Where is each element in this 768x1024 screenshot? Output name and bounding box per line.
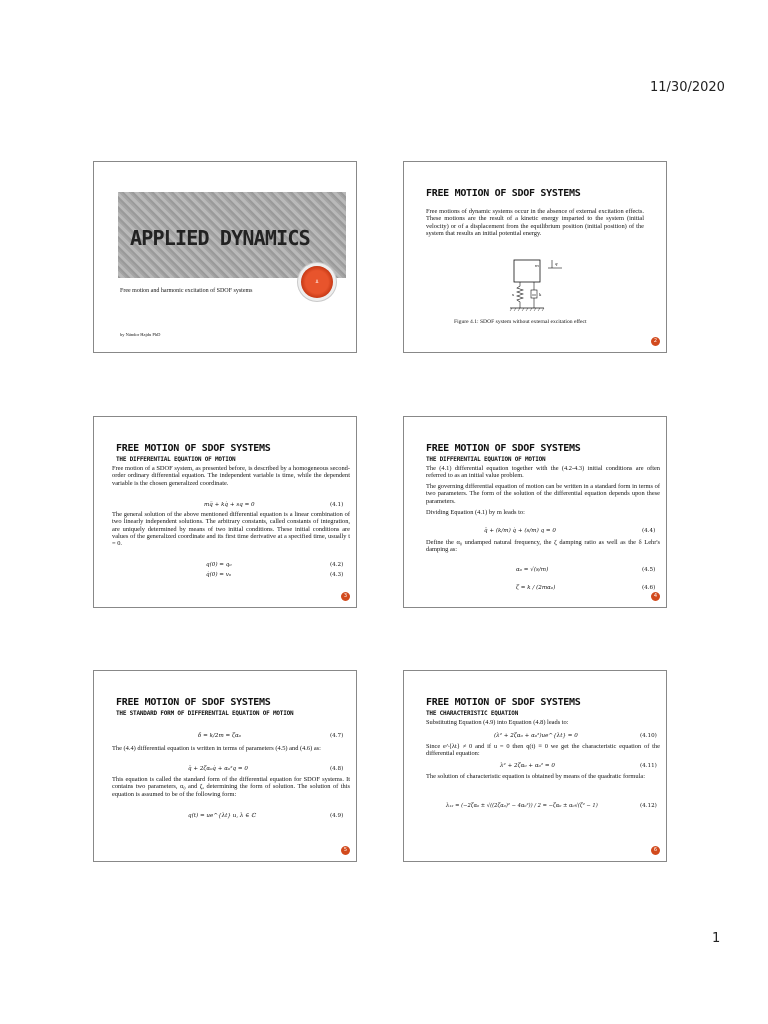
page-number: 1 <box>712 931 721 946</box>
slide-paragraph: Define the α₀ undamped natural frequency, the ζ damping ratio as well as the δ Lehr's damping as: <box>426 539 660 554</box>
equation-number: (4.4) <box>642 528 656 534</box>
equation-4-2: q(0) = q₀ <box>206 562 232 568</box>
slide-6 <box>403 670 667 862</box>
slide-3 <box>93 416 357 608</box>
equation-number: (4.8) <box>330 766 344 772</box>
slide-title-text: APPLIED DYNAMICS <box>130 226 310 250</box>
slide-paragraph: Dividing Equation (4.1) by m leads to: <box>426 509 525 516</box>
sdof-figure <box>504 256 564 316</box>
svg-text:q: q <box>555 261 558 266</box>
slide-heading: FREE MOTION OF SDOF SYSTEMS <box>426 188 581 199</box>
slide-author: by Nándor Hajdu PhD <box>120 332 161 337</box>
slide-heading: FREE MOTION OF SDOF SYSTEMS <box>426 443 581 454</box>
slide-number-badge: 2 <box>651 337 660 346</box>
slide-paragraph: The governing differential equation of motion can be written in a standard form in terms of two parameters. The form of the solution of the differential equation depends upon these parameters. <box>426 483 660 505</box>
equation-4-12: λ₁₂ = (−2ζα₀ ± √((2ζα₀)² − 4α₀²)) / 2 = −ζα₀ ± α₀√(ζ² − 1) <box>446 803 598 809</box>
slide-2 <box>403 161 667 353</box>
slide-heading: FREE MOTION OF SDOF SYSTEMS <box>426 697 581 708</box>
equation-number: (4.3) <box>330 572 344 578</box>
slide-number-badge: 6 <box>651 846 660 855</box>
equation-number: (4.10) <box>640 733 657 739</box>
page-date: 11/30/2020 <box>650 80 725 95</box>
svg-text:k: k <box>539 292 542 297</box>
slide-heading: FREE MOTION OF SDOF SYSTEMS <box>116 697 271 708</box>
equation-number: (4.5) <box>642 567 656 573</box>
equation-number: (4.9) <box>330 813 344 819</box>
equation-number: (4.1) <box>330 502 344 508</box>
equation-number: (4.12) <box>640 803 657 809</box>
slide-subheading: THE CHARACTERISTIC EQUATION <box>426 710 519 717</box>
logo-disc-icon: Δ <box>301 266 333 298</box>
slide-subheading: THE DIFFERENTIAL EQUATION OF MOTION <box>116 456 236 463</box>
slide-paragraph: Since e^{λt} ≠ 0 and if u = 0 then q(t) ≡ 0 we get the characteristic equation of the differential equation: <box>426 743 660 758</box>
slide-paragraph: Free motions of dynamic systems occur in the absence of external excitation effects. These motions are the result of a kinetic energy imparted to the system (initial velocity) or of a displacement from the equilibrium position (initial position) of the system that results an initial potential energy. <box>426 208 644 237</box>
svg-text:m: m <box>535 263 539 268</box>
slide-paragraph: This equation is called the standard form of the differential equation for SDOF systems. It contains two parameters, α₀ and ζ, determining the form of solution. The solution of this equation is assumed to be of the following form: <box>112 776 350 798</box>
slide-title <box>93 161 357 353</box>
slide-paragraph: The (4.1) differential equation together with the (4.2-4.3) initial conditions are often referred to as an initial value problem. <box>426 465 660 480</box>
equation-4-1: mq̈ + kq̇ + sq = 0 <box>204 502 255 508</box>
equation-4-5: α₀ = √(s/m) <box>516 567 549 573</box>
equation-4-4: q̈ + (k/m) q̇ + (s/m) q = 0 <box>484 528 556 534</box>
figure-caption: Figure 4.1: SDOF system without external excitation effect <box>454 319 587 325</box>
equation-4-6: ζ = k / (2mα₀) <box>516 585 556 591</box>
equation-number: (4.7) <box>330 733 344 739</box>
equation-number: (4.2) <box>330 562 344 568</box>
slide-4 <box>403 416 667 608</box>
equation-number: (4.6) <box>642 585 656 591</box>
slide-paragraph: The general solution of the above mentioned differential equation is a linear combination of two linearly independent solutions. The arbitrary constants, called constants of integration, are uniquely determined by means of two initial conditions. These initial conditions are values of the generalized coordinate and its first time derivative at a specified time, usually t = 0. <box>112 511 350 548</box>
equation-4-3: q̇(0) = v₀ <box>206 572 232 578</box>
slide-paragraph: Substituting Equation (4.9) into Equation (4.8) leads to: <box>426 719 569 726</box>
slide-paragraph: The solution of characteristic equation is obtained by means of the quadratic formula: <box>426 773 645 780</box>
equation-4-7: δ = k/2m = ζα₀ <box>198 733 242 739</box>
slide-paragraph: The (4.4) differential equation is written in terms of parameters (4.5) and (4.6) as: <box>112 745 321 752</box>
slide-number-badge: 4 <box>651 592 660 601</box>
slide-paragraph: Free motion of a SDOF system, as presented before, is described by a homogeneous second-order ordinary differential equation. The independent variable is time, while the dependent variable is the chosen generalized coordinate. <box>112 465 350 487</box>
equation-4-11: λ² + 2ζα₀ + α₀² = 0 <box>500 763 555 769</box>
svg-text:s: s <box>512 292 515 297</box>
slide-number-badge: 3 <box>341 592 350 601</box>
slide-number-badge: 5 <box>341 846 350 855</box>
equation-4-9: q(t) = ue^{λt} u, λ ∈ ℂ <box>188 813 256 819</box>
slide-subtitle: Free motion and harmonic excitation of SDOF systems <box>120 288 253 294</box>
slide-subheading: THE DIFFERENTIAL EQUATION OF MOTION <box>426 456 546 463</box>
slide-5 <box>93 670 357 862</box>
equation-4-8: q̈ + 2ζα₀q̇ + α₀²q = 0 <box>188 766 248 772</box>
slide-heading: FREE MOTION OF SDOF SYSTEMS <box>116 443 271 454</box>
equation-4-10: (λ² + 2ζα₀ + α₀²)ue^{λt} = 0 <box>494 733 578 739</box>
slide-subheading: THE STANDARD FORM OF DIFFERENTIAL EQUATION OF MOTION <box>116 710 294 717</box>
equation-number: (4.11) <box>640 763 657 769</box>
